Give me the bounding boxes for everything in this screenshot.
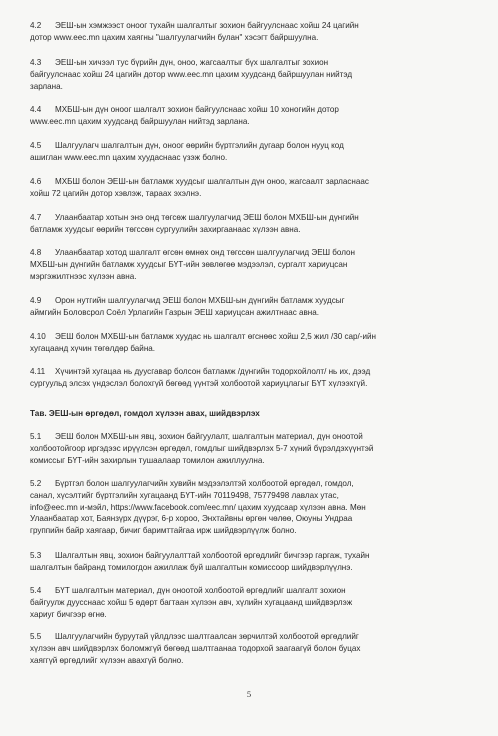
page-number: 5 xyxy=(246,689,252,699)
paragraph-5-2 xyxy=(30,478,472,537)
paragraph-line: санал, хүсэлтийг бүртгэлийн хугацаанд БҮТ-ийн 70119498, 75779498 лавлах утас, xyxy=(30,490,339,500)
paragraph-line: дотор www.eec.mn цахим хаягны "шалгуулагчийн булан" хэсэгт байршуулна. xyxy=(30,32,319,42)
paragraph-number: 4.3 xyxy=(30,58,42,67)
paragraph-number: 4.9 xyxy=(30,296,42,305)
paragraph-line: мэргэжилтнээс хүлээн авна. xyxy=(30,271,137,281)
paragraph-5-1 xyxy=(30,431,472,466)
paragraph-4-8 xyxy=(30,247,472,282)
paragraph-line: зарлана. xyxy=(30,81,63,91)
paragraph-line: Бүртгэл болон шалгуулагчийн хувийн мэдээлэлтэй холбоотой өргөдөл, гомдол, xyxy=(55,479,354,488)
paragraph-4-10 xyxy=(30,331,472,355)
paragraph-line: хариуг бичгээр өгнө. xyxy=(30,609,107,619)
paragraph-4-2 xyxy=(30,20,472,44)
paragraph-line: комиссыг БҮТ-ийн захирлын тушаалаар томилон ажиллуулна. xyxy=(30,455,265,465)
paragraph-4-7 xyxy=(30,212,472,236)
paragraph-number: 4.2 xyxy=(30,21,42,30)
paragraph-line: холбоотойгоор иргэдээс ирүүлсэн өргөдөл, гомдлыг шийдвэрлэх 5-7 хүний бүрэлдэхүүнтэй xyxy=(30,443,374,453)
paragraph-line: ЭЕШ-ын хичээл тус бүрийн дүн, оноо, жагсаалтыг бүх шалгалтыг зохион xyxy=(55,58,329,67)
paragraph-number: 5.4 xyxy=(30,586,42,595)
paragraph-line: батламж хуудсыг өөрийн төгссөн сургуулийн захиргаанаас хүлээн авна. xyxy=(30,224,301,234)
paragraph-line: Шалгуулагч шалгалтын дүн, оноог өөрийн бүртгэлийн дугаар болон нууц код xyxy=(55,141,344,150)
paragraph-line: ЭЕШ болон МХБШ-ын батламж хуудас нь шалгалт өгснөөс хойш 2,5 жил /30 сар/-ийн xyxy=(55,332,376,341)
paragraph-number: 4.4 xyxy=(30,105,42,114)
paragraph-line: группийн байр хаягаар, бичиг баримттайгаа ирж шийдвэрлүүлж болно. xyxy=(30,526,297,536)
paragraph-line: аймгийн Боловсрол Соёл Урлагийн Газрын ЭЕШ хариуцсан ажилтнаас авна. xyxy=(30,307,320,317)
paragraph-4-5 xyxy=(30,140,472,164)
paragraph-line: байгуулснаас хойш 24 цагийн дотор www.eec.mn цахим хуудсанд байршуулан нийтэд xyxy=(30,69,353,79)
paragraph-5-5 xyxy=(30,631,472,666)
paragraph-line: шалгалтын байранд томилогдон ажиллаж буй шалгалтын комиссоор шийдвэрлүүлнэ. xyxy=(30,562,353,572)
paragraph-4-4 xyxy=(30,104,472,128)
paragraph-line: Орон нутгийн шалгуулагчид ЭЕШ болон МХБШ-ын дүнгийн батламж хуудсыг xyxy=(55,296,345,305)
paragraph-5-3 xyxy=(30,550,472,574)
paragraph-line: хүлээн авч шийдвэрлэх боломжгүй бөгөөд шалтгаанаа тодорхой заагаагүй болон буцах xyxy=(30,643,361,653)
paragraph-line: МХБШ-ын дүн оноог шалгалт зохион байгуулснаас хойш 10 хоногийн дотор xyxy=(55,105,339,114)
paragraph-number: 4.10 xyxy=(30,332,46,341)
paragraph-line: www.eec.mn цахим хуудсанд байршуулан нийтэд зарлана. xyxy=(30,116,250,126)
paragraph-line: МХБШ болон ЭЕШ-ын батламж хуудсыг шалгалтын дүн оноо, жагсаалт зарласнаас xyxy=(55,177,369,186)
paragraph-number: 5.5 xyxy=(30,632,42,641)
paragraph-4-6 xyxy=(30,176,472,200)
paragraph-line: ЭЕШ-ын хэмжээст оноог тухайн шалгалтыг зохион байгуулснаас хойш 24 цагийн xyxy=(55,21,359,30)
paragraph-line: байгуулж дуусснаас хойш 5 өдөрт багтаан хүлээн авч, хүлийн хугацаанд шийдвэрлэж xyxy=(30,597,353,607)
paragraph-line: info@eec.mn и-мэйл, https://www.facebook.com/eec.mn/ цахим хуудсаар хүлээн авна. Мөн xyxy=(30,502,366,512)
paragraph-line: Шалгалтын явц, зохион байгуулалттай холбоотой өргөдлийг бичгээр гаргаж, тухайн xyxy=(55,551,370,560)
paragraph-line: ашиглан www.eec.mn цахим хуудаснаас үзэж болно. xyxy=(30,152,228,162)
paragraph-number: 5.2 xyxy=(30,479,42,488)
paragraph-line: МХБШ-ын дүнгийн батламж хуудсыг БҮТ-ийн зөвлөгөө мэдээлэл, сургалт хариуцсан xyxy=(30,259,348,269)
paragraph-number: 5.1 xyxy=(30,432,42,441)
paragraph-number: 4.7 xyxy=(30,213,42,222)
paragraph-4-9 xyxy=(30,295,472,319)
paragraph-line: хойш 72 цагийн дотор хэвлэж, тараах эхэлнэ. xyxy=(30,188,202,198)
paragraph-number: 4.5 xyxy=(30,141,42,150)
section-heading: Тав. ЭЕШ-ын өргөдөл, гомдол хүлээн авах, шийдвэрлэх xyxy=(30,409,260,418)
paragraph-line: Улаанбаатар хотод шалгалт өгсөн өмнөх онд төгссөн шалгуулагчид ЭЕШ болон xyxy=(55,248,356,257)
paragraph-line: Улаанбаатар хотын энэ онд төгсөж шалгуулагчид ЭЕШ болон МХБШ-ын дүнгийн xyxy=(55,213,359,222)
paragraph-5-4 xyxy=(30,585,472,620)
paragraph-line: Хүчинтэй хугацаа нь дуусгавар болсон батламж /дүнгийн тодорхойлолт/ нь их, дээд xyxy=(55,367,371,376)
paragraph-line: сургуульд элсэх үндэслэл болохгүй бөгөөд үүнтэй холбоотой хариуцлагыг БҮТ хүлээхгүй. xyxy=(30,378,368,388)
paragraph-number: 4.11 xyxy=(30,367,46,376)
paragraph-line: хаяггүй өргөдлийг хүлээн авахгүй болно. xyxy=(30,655,184,665)
paragraph-line: хугацаанд хүчин төгөлдөр байна. xyxy=(30,343,156,353)
paragraph-line: Шалгуулагчийн буруутай үйлдлээс шалтгаалсан зөрчилтэй холбоотой өргөдлийг xyxy=(55,632,359,641)
paragraph-number: 5.3 xyxy=(30,551,42,560)
paragraph-4-3 xyxy=(30,57,472,92)
paragraph-number: 4.8 xyxy=(30,248,42,257)
paragraph-line: ЭЕШ болон МХБШ-ын явц, зохион байгуулалт, шалгалтын материал, дүн оноотой xyxy=(55,432,363,441)
paragraph-line: Улаанбаатар хот, Баянзүрх дүүрэг, 6-р хороо, Энхтайвны өргөн чөлөө, Оюуны Ундраа xyxy=(30,514,353,524)
paragraph-number: 4.6 xyxy=(30,177,42,186)
paragraph-4-11 xyxy=(30,366,472,390)
paragraph-line: БҮТ шалгалтын материал, дүн оноотой холбоотой өргөдлийг шалгалт зохион xyxy=(55,586,346,595)
